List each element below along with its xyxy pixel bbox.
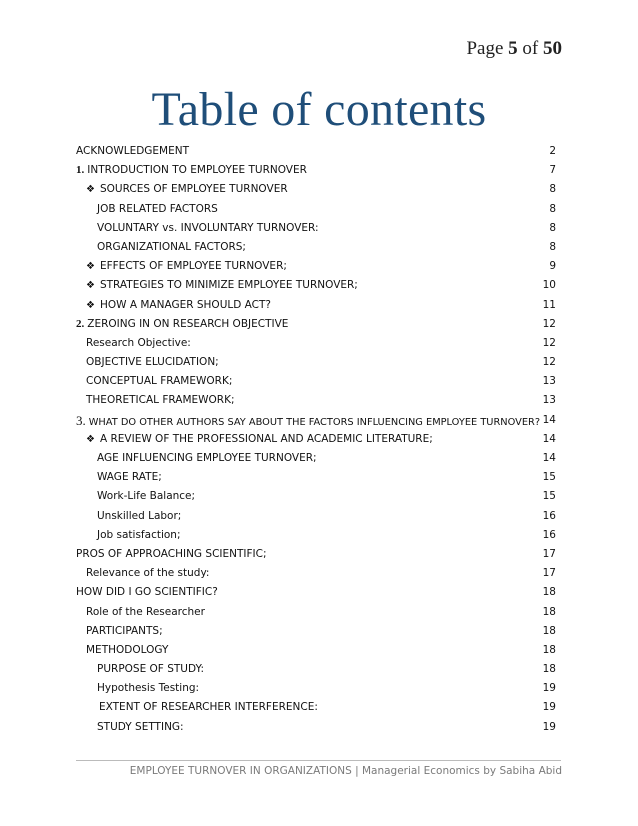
toc-entry-label: CONCEPTUAL FRAMEWORK; [86, 375, 233, 388]
toc-entry-page: 19 [542, 682, 556, 695]
toc-entry-page: 12 [542, 336, 556, 349]
toc-entry[interactable] [76, 180, 556, 199]
toc-entry-page: 14 [542, 452, 556, 464]
page-current: 5 [508, 38, 518, 59]
toc-entry[interactable] [76, 276, 556, 295]
page-total: 50 [543, 38, 562, 59]
toc-entry[interactable] [76, 660, 556, 679]
toc-entry-label: HOW DID I GO SCIENTIFIC? [76, 586, 218, 599]
toc-entry-label: Role of the Researcher [86, 605, 205, 618]
toc-entry-page: 11 [542, 298, 556, 311]
toc-entry-label: 1. INTRODUCTION TO EMPLOYEE TURNOVER [76, 164, 307, 177]
toc-entry[interactable] [76, 430, 556, 449]
toc-entry[interactable] [76, 641, 556, 660]
toc-entry-label: WAGE RATE; [97, 471, 162, 484]
toc-entry-page: 18 [542, 624, 556, 637]
footer-divider [76, 760, 561, 761]
page-of: of [522, 38, 539, 59]
toc-entry-page: 8 [549, 221, 556, 234]
toc-entry-page: 18 [542, 643, 556, 656]
toc-entry-page: 18 [542, 663, 556, 676]
toc-entry-page: 9 [549, 260, 556, 273]
diamond-bullet-icon: ❖ [86, 433, 95, 445]
toc-entry[interactable] [76, 526, 556, 545]
toc-entry-page: 13 [542, 375, 556, 388]
toc-entry-page: 17 [542, 567, 556, 580]
toc-entry-page: 19 [542, 701, 556, 714]
toc-entry[interactable] [76, 411, 556, 430]
toc-entry-label: PROS OF APPROACHING SCIENTIFIC; [76, 547, 267, 560]
toc-entry-label: 2. ZEROING IN ON RESEARCH OBJECTIVE [76, 317, 289, 330]
diamond-bullet-icon: ❖ [86, 280, 95, 292]
toc-entry[interactable] [76, 161, 556, 180]
toc-entry-page: 14 [542, 432, 556, 445]
toc-entry[interactable] [76, 334, 556, 353]
section-number: 1. [76, 164, 85, 177]
toc-entry-page: 19 [542, 720, 556, 733]
toc-entry-label: VOLUNTARY vs. INVOLUNTARY TURNOVER: [97, 221, 319, 234]
toc-entry[interactable] [76, 391, 556, 410]
toc-entry[interactable] [76, 353, 556, 372]
toc-entry-label: ORGANIZATIONAL FACTORS; [97, 240, 246, 253]
toc-entry[interactable] [76, 698, 556, 717]
toc-entry[interactable] [76, 468, 556, 487]
toc-entry[interactable] [76, 718, 556, 737]
page-number [466, 38, 562, 60]
toc-entry-label: ❖ EFFECTS OF EMPLOYEE TURNOVER; [86, 260, 287, 273]
page-label: Page [466, 38, 504, 59]
toc-entry-page: 17 [542, 547, 556, 560]
toc-entry[interactable] [76, 679, 556, 698]
toc-entry[interactable] [76, 315, 556, 334]
toc-entry-page: 2 [549, 145, 556, 157]
section-number: 3. [76, 412, 86, 428]
toc-entry-page: 13 [542, 394, 556, 407]
toc-entry-page: 14 [542, 413, 556, 426]
diamond-bullet-icon: ❖ [86, 299, 95, 311]
toc-entry-label: OBJECTIVE ELUCIDATION; [86, 356, 219, 369]
toc-entry-page: 18 [542, 605, 556, 618]
toc-entry[interactable] [76, 545, 556, 564]
toc-entry-label: AGE INFLUENCING EMPLOYEE TURNOVER; [97, 452, 317, 464]
toc-entry-label: Work-Life Balance; [97, 490, 196, 503]
toc-entry[interactable] [76, 372, 556, 391]
toc-entry-page: 10 [542, 279, 556, 292]
toc-entry-page: 16 [542, 509, 556, 522]
toc-entry[interactable] [76, 238, 556, 257]
toc-entry-page: 15 [542, 471, 556, 484]
toc-entry-label: ❖ A REVIEW OF THE PROFESSIONAL AND ACADEMIC LITERATURE; [86, 432, 433, 445]
toc-entry-label: JOB RELATED FACTORS [97, 202, 218, 215]
toc-entry-label: Relevance of the study: [86, 567, 210, 580]
page-title: Table of contents [151, 83, 487, 136]
toc-entry-page: 8 [549, 183, 556, 196]
toc-entry-label: METHODOLOGY [86, 643, 169, 656]
toc-entry-page: 16 [542, 528, 556, 541]
toc-entry-label: ❖ HOW A MANAGER SHOULD ACT? [86, 298, 271, 311]
toc-entry-page: 8 [549, 240, 556, 253]
toc-entry-label: THEORETICAL FRAMEWORK; [86, 394, 235, 407]
diamond-bullet-icon: ❖ [86, 184, 95, 196]
toc-entry[interactable] [76, 219, 556, 238]
toc-entry[interactable] [76, 603, 556, 622]
toc-entry[interactable] [76, 449, 556, 468]
diamond-bullet-icon: ❖ [86, 261, 95, 273]
toc-entry-label: Job satisfaction; [97, 528, 181, 541]
toc-entry[interactable] [76, 564, 556, 583]
toc-entry[interactable] [76, 296, 556, 315]
toc-entry-label: ❖ SOURCES OF EMPLOYEE TURNOVER [86, 183, 288, 196]
toc-entry-label: Hypothesis Testing: [97, 682, 200, 695]
toc-entry-page: 7 [549, 164, 556, 177]
toc-entry-label: STUDY SETTING: [97, 720, 184, 733]
section-number: 2. [76, 317, 85, 330]
page-footer: EMPLOYEE TURNOVER IN ORGANIZATIONS | Managerial Economics by Sabiha Abid [129, 765, 562, 777]
toc-entry-page: 8 [549, 202, 556, 215]
toc-entry[interactable] [76, 142, 556, 161]
toc-entry[interactable] [76, 622, 556, 641]
toc-entry-label: Unskilled Labor; [97, 509, 182, 522]
toc-entry[interactable] [76, 583, 556, 602]
toc-entry-label: EXTENT OF RESEARCHER INTERFERENCE: [99, 701, 318, 714]
toc-entry-label: Research Objective: [86, 336, 191, 349]
toc-entry-label: PARTICIPANTS; [86, 624, 163, 637]
toc-entry-label: ACKNOWLEDGEMENT [76, 145, 190, 157]
toc-entry-page: 12 [542, 317, 556, 330]
toc-entry-label: ❖ STRATEGIES TO MINIMIZE EMPLOYEE TURNOVER; [86, 279, 358, 292]
toc-entry[interactable] [76, 507, 556, 526]
toc-entry-label: PURPOSE OF STUDY: [97, 663, 205, 676]
toc-entry-page: 15 [542, 490, 556, 503]
toc-entry-page: 18 [542, 586, 556, 599]
toc-entry[interactable] [76, 257, 556, 276]
toc-entry[interactable] [76, 200, 556, 219]
toc-list [76, 142, 556, 737]
toc-entry[interactable] [76, 487, 556, 506]
toc-entry-page: 12 [542, 356, 556, 369]
toc-entry-label: 3. WHAT DO OTHER AUTHORS SAY ABOUT THE FACTORS INFLUENCING EMPLOYEE TURNOVER? [76, 412, 541, 428]
